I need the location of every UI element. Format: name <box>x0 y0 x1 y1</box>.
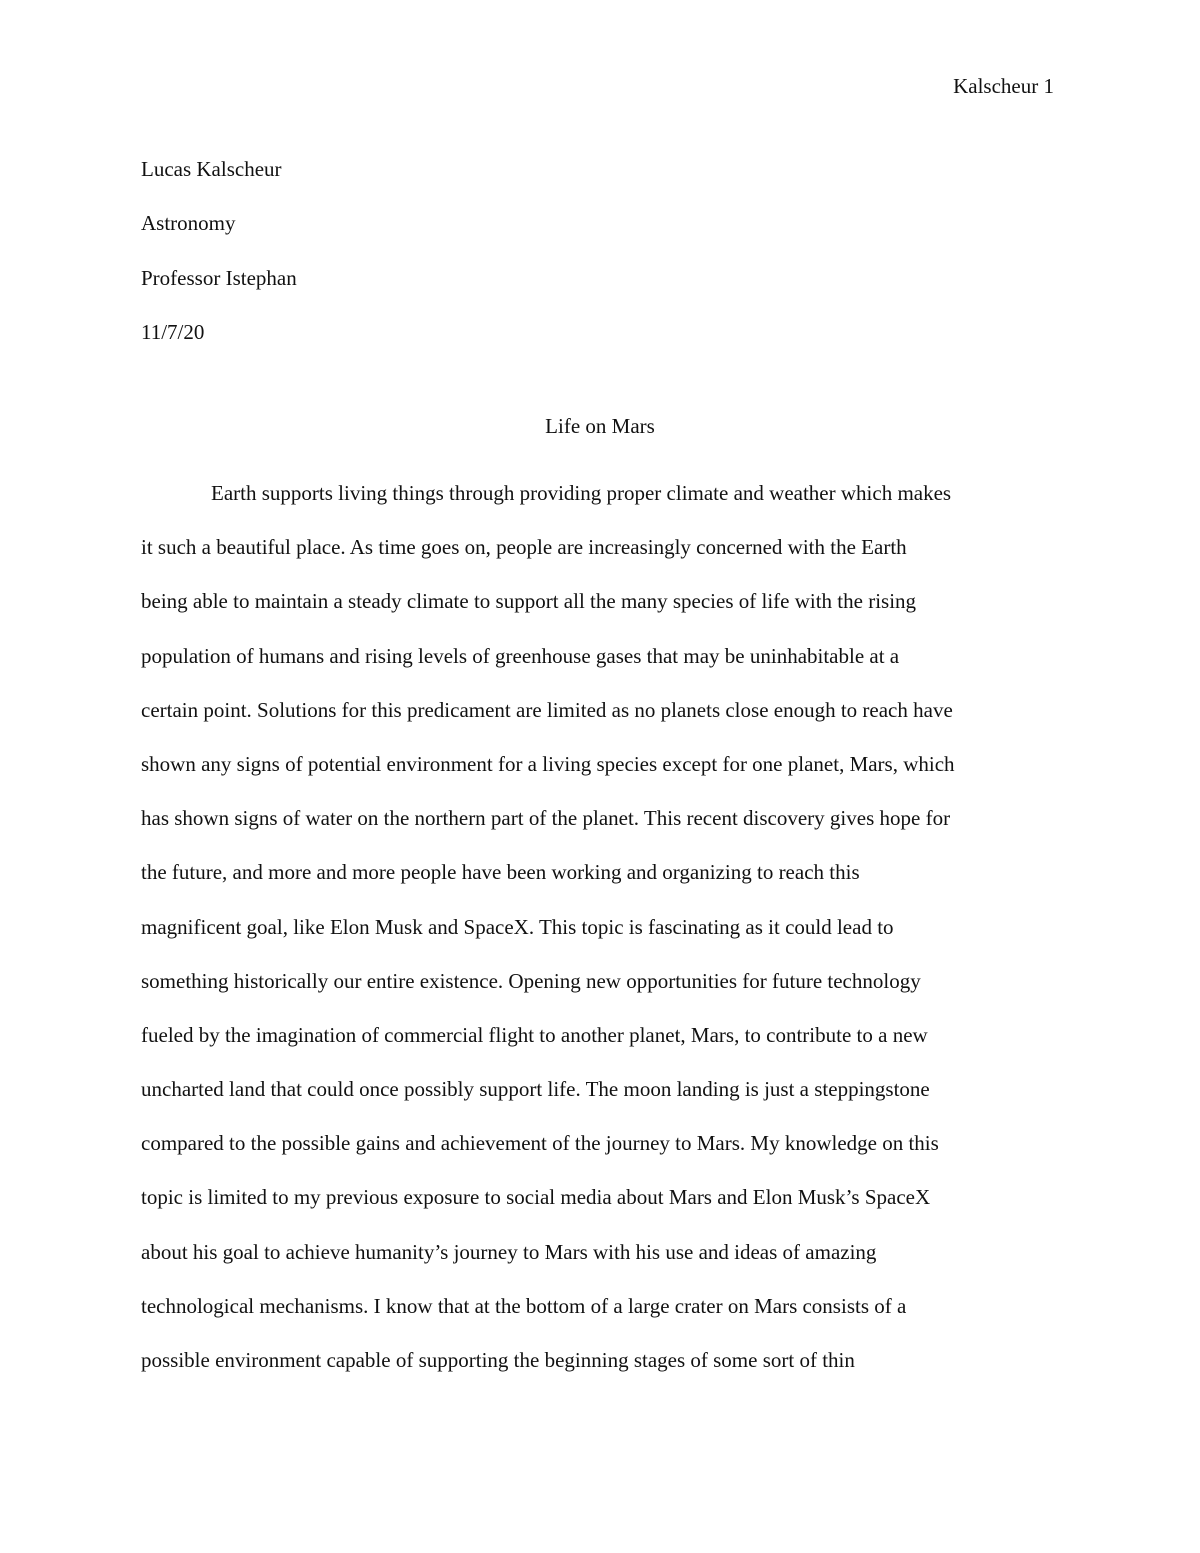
body-line: something historically our entire existence. Opening new opportunities for future technology <box>141 968 921 993</box>
body-line: fueled by the imagination of commercial flight to another planet, Mars, to contribute to a new <box>141 1022 928 1047</box>
body-line: the future, and more and more people have been working and organizing to reach this <box>141 860 860 885</box>
body-line: has shown signs of water on the northern part of the planet. This recent discovery gives hope for <box>141 806 951 831</box>
mla-heading <box>141 142 1061 360</box>
professor-name: Professor Istephan <box>141 265 297 290</box>
body-paragraph <box>141 466 1061 1387</box>
body-line: it such a beautiful place. As time goes on, people are increasingly concerned with the Earth <box>141 535 907 560</box>
body-line: uncharted land that could once possibly support life. The moon landing is just a steppingstone <box>141 1077 930 1102</box>
body-line: magnificent goal, like Elon Musk and SpaceX. This topic is fascinating as it could lead to <box>141 914 894 939</box>
body-line: possible environment capable of supporting the beginning stages of some sort of thin <box>141 1348 855 1372</box>
body-line: technological mechanisms. I know that at the bottom of a large crater on Mars consists of a <box>141 1293 907 1318</box>
body-line: population of humans and rising levels of greenhouse gases that may be uninhabitable at a <box>141 643 900 668</box>
body-line: certain point. Solutions for this predicament are limited as no planets close enough to reach have <box>141 697 953 722</box>
body-line: shown any signs of potential environment for a living species except for one planet, Mars, which <box>141 751 955 776</box>
running-header: Kalscheur 1 <box>953 74 1054 98</box>
document-date: 11/7/20 <box>141 320 205 345</box>
body-line: topic is limited to my previous exposure to social media about Mars and Elon Musk’s SpaceX <box>141 1185 931 1210</box>
body-line: Earth supports living things through providing proper climate and weather which makes <box>211 481 952 505</box>
document-title: Life on Mars <box>545 414 655 438</box>
body-line: about his goal to achieve humanity’s journey to Mars with his use and ideas of amazing <box>141 1239 877 1264</box>
body-line: being able to maintain a steady climate to support all the many species of life with the rising <box>141 589 917 614</box>
author-name: Lucas Kalscheur <box>141 157 282 181</box>
course-name: Astronomy <box>141 211 236 236</box>
body-line: compared to the possible gains and achievement of the journey to Mars. My knowledge on this <box>141 1131 939 1156</box>
